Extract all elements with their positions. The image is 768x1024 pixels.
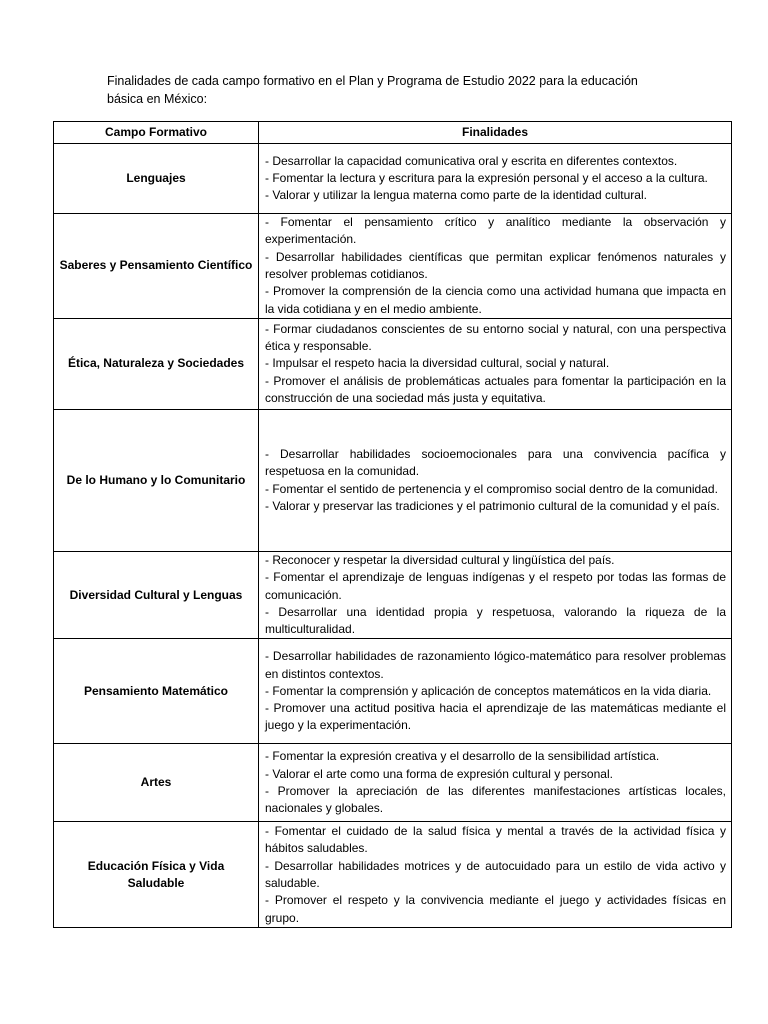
finalidad-item: - Fomentar el aprendizaje de lenguas indígenas y el respeto por todas las formas de comunicación. — [265, 570, 726, 602]
table-row — [54, 639, 732, 744]
finalidad-item: - Fomentar el pensamiento crítico y analítico mediante la observación y experimentación. — [265, 215, 726, 247]
campo-formativo-cell: Artes — [54, 744, 259, 822]
campo-formativo-cell: Educación Física y Vida Saludable — [54, 822, 259, 928]
finalidad-item: - Reconocer y respetar la diversidad cultural y lingüística del país. — [265, 553, 615, 567]
finalidad-item: - Fomentar el cuidado de la salud física y mental a través de la actividad física y hábitos saludables. — [265, 824, 726, 856]
table-row — [54, 319, 732, 410]
table-row — [54, 822, 732, 928]
finalidad-item: - Promover el análisis de problemáticas actuales para fomentar la participación en la construcción de una sociedad más justa y equitativa. — [265, 373, 726, 405]
finalidad-item: - Fomentar la lectura y escritura para la expresión personal y el acceso a la cultura. — [265, 170, 708, 185]
finalidades-cell — [259, 639, 732, 744]
table-row — [54, 744, 732, 822]
finalidades-cell — [259, 410, 732, 552]
finalidad-item: - Formar ciudadanos conscientes de su entorno social y natural, con una perspectiva ética y responsable. — [265, 321, 726, 354]
campo-formativo-cell: Lenguajes — [54, 144, 259, 214]
finalidad-item: - Desarrollar habilidades científicas que permitan explicar fenómenos naturales y resolver problemas cotidianos. — [265, 249, 726, 281]
header-finalidades: Finalidades — [259, 122, 732, 144]
finalidad-item: - Valorar y preservar las tradiciones y el patrimonio cultural de la comunidad y el país. — [265, 498, 720, 513]
campo-formativo-cell: Pensamiento Matemático — [54, 639, 259, 744]
page-title: Finalidades de cada campo formativo en el Plan y Programa de Estudio 2022 para la educación básica en México: — [107, 74, 638, 106]
campo-formativo-cell: Ética, Naturaleza y Sociedades — [54, 319, 259, 410]
campos-formativos-table — [53, 121, 732, 928]
finalidad-item: - Fomentar la expresión creativa y el desarrollo de la sensibilidad artística. — [265, 749, 660, 764]
table-row — [54, 552, 732, 639]
finalidades-cell — [259, 214, 732, 319]
finalidad-item: - Promover la comprensión de la ciencia como una actividad humana que impacta en la vida cotidiana y en el medio ambiente. — [265, 284, 726, 316]
finalidades-cell — [259, 144, 732, 214]
table-row — [54, 144, 732, 214]
finalidad-item: - Promover una actitud positiva hacia el aprendizaje de las matemáticas mediante el juego y la experimentación. — [265, 701, 726, 733]
finalidades-cell — [259, 319, 732, 410]
table-row — [54, 410, 732, 552]
finalidad-item: - Desarrollar habilidades motrices y de autocuidado para un estilo de vida activo y saludable. — [265, 858, 726, 890]
finalidades-cell — [259, 822, 732, 928]
finalidad-item: - Desarrollar habilidades socioemocionales para una convivencia pacífica y respetuosa en la comunidad. — [265, 446, 726, 479]
finalidad-item: - Impulsar el respeto hacia la diversidad cultural, social y natural. — [265, 356, 610, 371]
finalidad-item: - Desarrollar la capacidad comunicativa oral y escrita en diferentes contextos. — [265, 153, 678, 168]
finalidad-item: - Valorar el arte como una forma de expresión cultural y personal. — [265, 766, 613, 781]
finalidad-item: - Promover la apreciación de las diferentes manifestaciones artísticas locales, nacionales y globales. — [265, 783, 726, 816]
finalidades-cell — [259, 744, 732, 822]
header-campo-formativo: Campo Formativo — [54, 122, 259, 144]
finalidad-item: - Desarrollar una identidad propia y respetuosa, valorando la riqueza de la multiculturalidad. — [265, 604, 726, 637]
finalidad-item: - Desarrollar habilidades de razonamiento lógico-matemático para resolver problemas en distintos contextos. — [265, 649, 726, 681]
finalidad-item: - Fomentar el sentido de pertenencia y el compromiso social dentro de la comunidad. — [265, 481, 718, 496]
campo-formativo-cell: Saberes y Pensamiento Científico — [54, 214, 259, 319]
finalidades-cell — [259, 552, 732, 639]
finalidad-item: - Valorar y utilizar la lengua materna como parte de la identidad cultural. — [265, 188, 647, 203]
table-row — [54, 214, 732, 319]
table-header-row — [54, 122, 732, 144]
finalidad-item: - Promover el respeto y la convivencia mediante el juego y actividades físicas en grupo. — [265, 893, 726, 925]
finalidad-item: - Fomentar la comprensión y aplicación de conceptos matemáticos en la vida diaria. — [265, 683, 712, 698]
campo-formativo-cell: Diversidad Cultural y Lenguas — [54, 552, 259, 639]
campo-formativo-cell: De lo Humano y lo Comunitario — [54, 410, 259, 552]
